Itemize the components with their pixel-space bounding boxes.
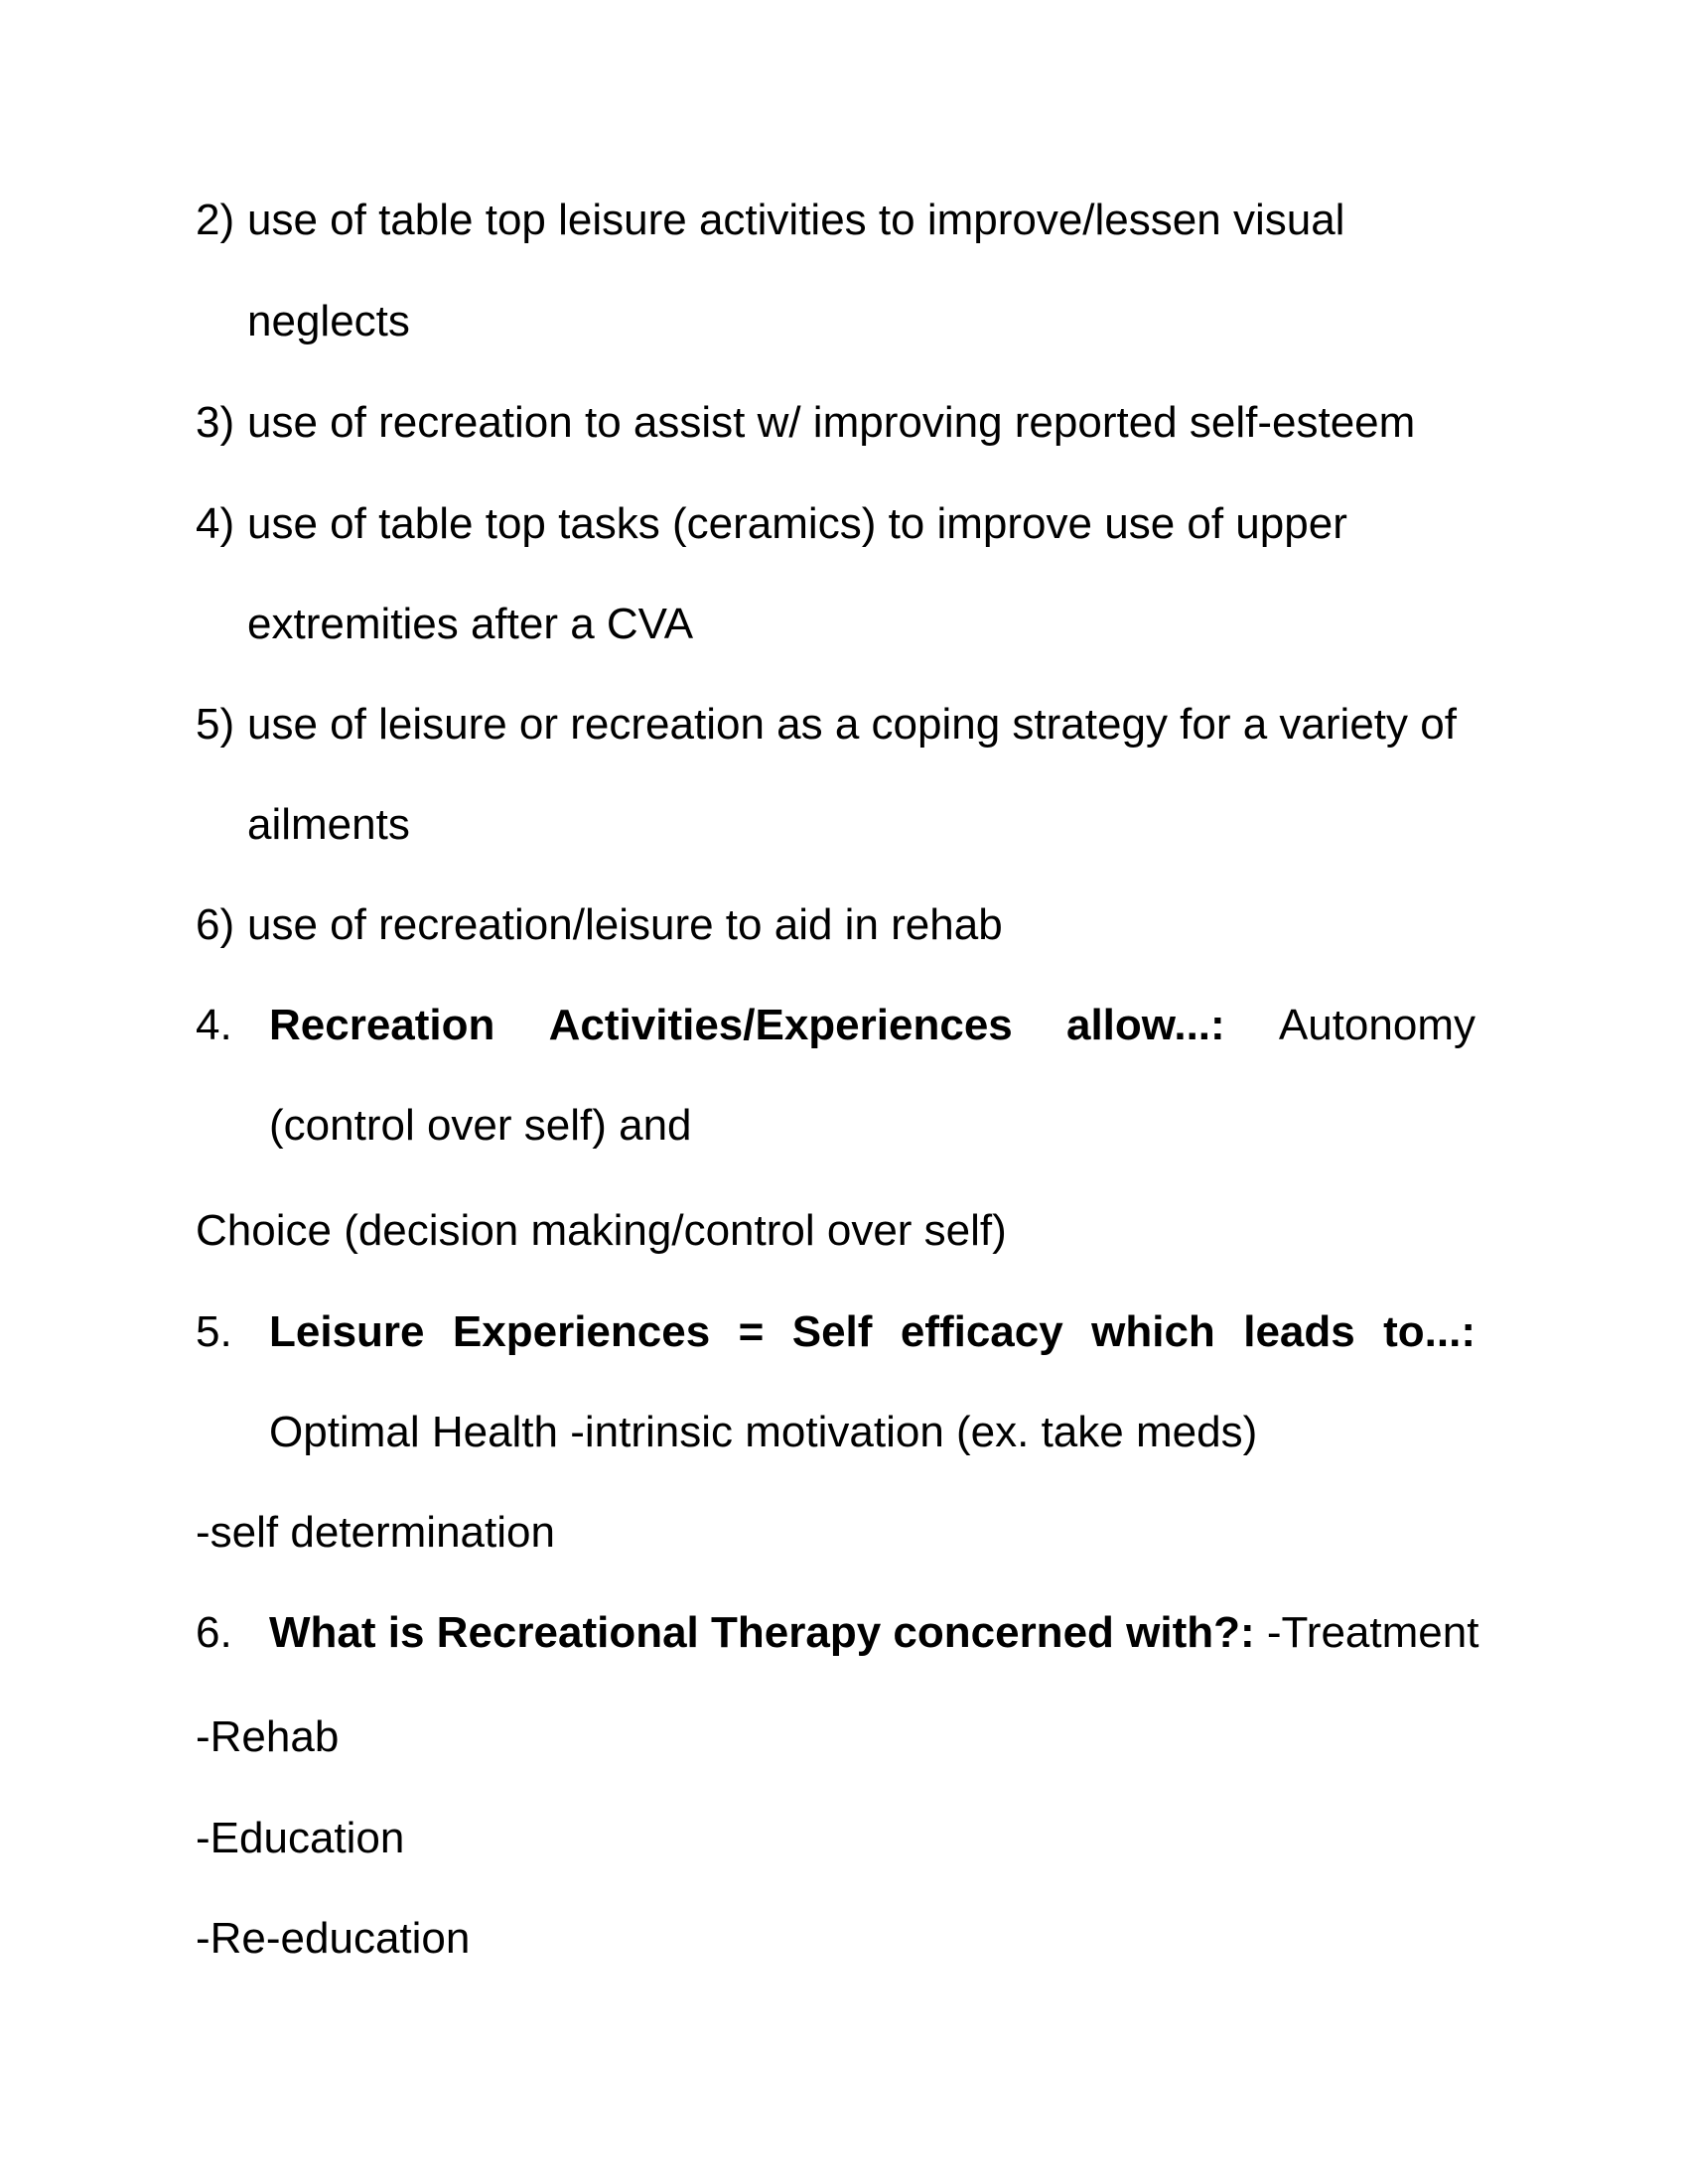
question-6-line	[269, 1607, 1478, 1659]
question-6-question: What is Recreational Therapy concerned with?:	[269, 1608, 1255, 1657]
question-4-extra: Choice (decision making/control over self)	[196, 1206, 1007, 1255]
sub-item-3-number: 3)	[196, 398, 235, 447]
sub-item-4-number: 4)	[196, 499, 235, 548]
question-5-word-4: Self	[791, 1307, 873, 1356]
question-4-word-activities: Activities/Experiences	[548, 1001, 1013, 1049]
sub-item-5-text: use of leisure or recreation as a coping strategy for a variety of	[247, 700, 1457, 749]
question-4-word-recreation: Recreation	[269, 1001, 495, 1049]
question-4-answer-start: Autonomy	[1278, 1001, 1476, 1049]
question-5-line	[269, 1306, 1476, 1358]
question-5-extra: -self determination	[196, 1508, 555, 1557]
question-6-number: 6.	[196, 1608, 232, 1657]
sub-item-5-continuation: ailments	[247, 800, 410, 849]
question-5-word-5: efficacy	[900, 1307, 1063, 1356]
sub-item-5-number: 5)	[196, 700, 235, 749]
sub-item-4-text: use of table top tasks (ceramics) to improve use of upper	[247, 499, 1347, 548]
question-5-word-6: which	[1091, 1307, 1215, 1356]
question-6-extra-rehab: -Rehab	[196, 1712, 340, 1761]
sub-item-3-text: use of recreation to assist w/ improving reported self-esteem	[247, 398, 1416, 447]
question-5-word-3: =	[738, 1307, 765, 1356]
question-6-answer-start: -Treatment	[1266, 1608, 1479, 1657]
question-5-word-2: Experiences	[452, 1307, 711, 1356]
sub-item-6-text: use of recreation/leisure to aid in rehab	[247, 900, 1003, 949]
question-5-continuation: Optimal Health -intrinsic motivation (ex. take meds)	[269, 1408, 1258, 1456]
question-4-number: 4.	[196, 1001, 232, 1049]
question-5-word-1: Leisure	[269, 1307, 425, 1356]
sub-item-2-continuation: neglects	[247, 297, 410, 345]
sub-item-2-number: 2)	[196, 196, 235, 244]
sub-item-6-number: 6)	[196, 900, 235, 949]
question-4-line	[269, 1000, 1476, 1051]
question-5-number: 5.	[196, 1307, 232, 1356]
question-6-extra-re-education: -Re-education	[196, 1914, 471, 1963]
question-5-word-8: to...:	[1383, 1307, 1476, 1356]
question-4-word-allow: allow...:	[1065, 1001, 1225, 1049]
question-4-continuation: (control over self) and	[269, 1101, 692, 1150]
question-5-word-7: leads	[1243, 1307, 1355, 1356]
sub-item-2-text: use of table top leisure activities to improve/lessen visual	[247, 196, 1345, 244]
question-6-extra-education: -Education	[196, 1814, 405, 1862]
sub-item-4-continuation: extremities after a CVA	[247, 600, 694, 648]
